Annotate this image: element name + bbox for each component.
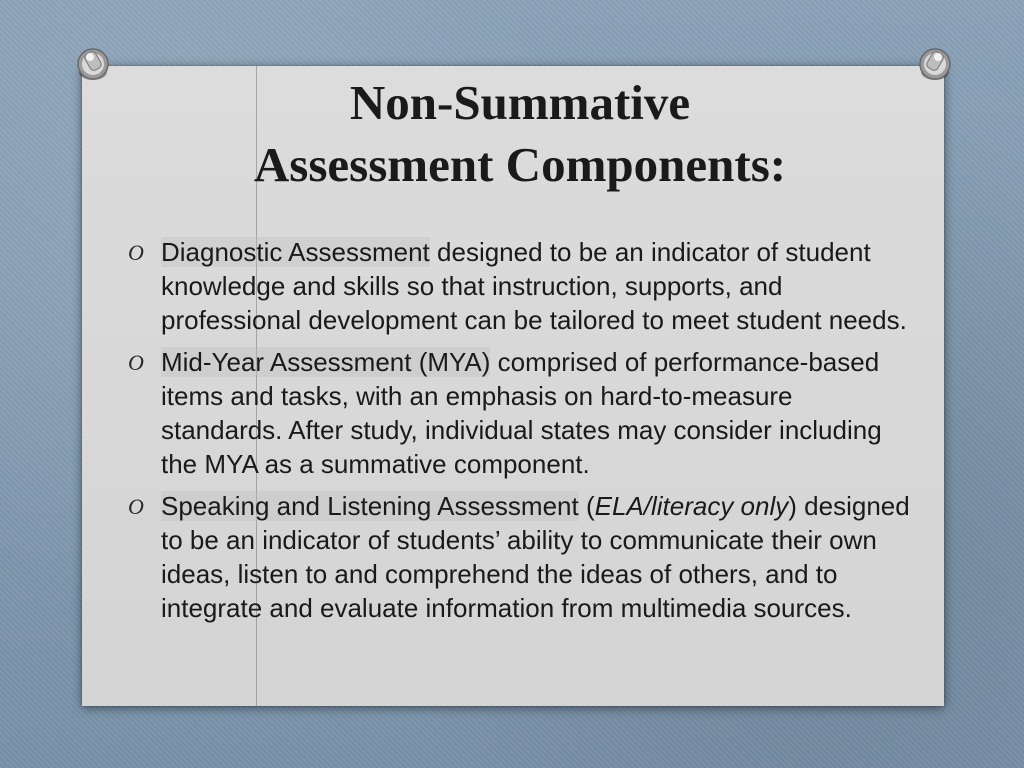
pushpin-icon bbox=[70, 42, 116, 88]
bullet-marker-icon: O bbox=[128, 350, 144, 375]
term-mid-year-assessment: Mid-Year Assessment (MYA) bbox=[161, 347, 491, 377]
term-speaking-listening-assessment: Speaking and Listening Assessment bbox=[161, 491, 579, 521]
bullet-text: comprised of performance-based items and tasks, with an emphasis on hard-to-measure standards. After study, individual states may consider including the MYA as a summative component. bbox=[161, 347, 882, 479]
paren-close: ) bbox=[788, 491, 797, 521]
slide-title bbox=[140, 72, 900, 196]
title-line-2: Assessment Components: bbox=[253, 137, 787, 192]
bullet-text: designed to be an indicator of student knowledge and skills so that instruction, supports, and professional development can be tailored to meet student needs. bbox=[161, 237, 907, 335]
ela-literacy-note: ELA/literacy only bbox=[594, 491, 789, 521]
pushpin-icon bbox=[912, 42, 958, 88]
bullet-item-speaking-listening bbox=[126, 489, 916, 625]
bullet-text: designed to be an indicator of students’ ability to communicate their own ideas, listen to and comprehend the ideas of others, and to integrate and evaluate information from multimedia sources. bbox=[161, 491, 910, 623]
bullet-list bbox=[126, 235, 916, 633]
paren-open: ( bbox=[578, 491, 595, 521]
bullet-marker-icon: O bbox=[128, 240, 144, 265]
bullet-item-mid-year bbox=[126, 345, 916, 481]
title-line-1: Non-Summative bbox=[349, 75, 691, 130]
bullet-marker-icon: O bbox=[128, 494, 144, 519]
bullet-item-diagnostic bbox=[126, 235, 916, 337]
term-diagnostic-assessment: Diagnostic Assessment bbox=[161, 237, 430, 267]
